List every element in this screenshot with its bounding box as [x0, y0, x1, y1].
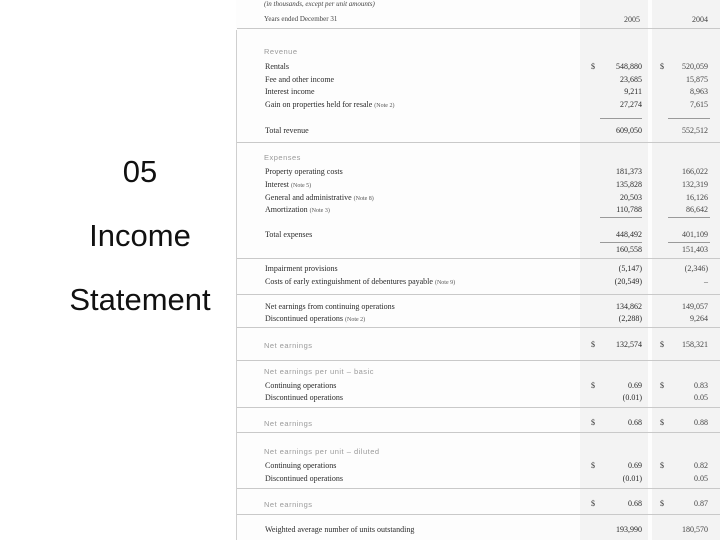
slide-number: 05 — [122, 154, 158, 189]
section-eps-basic: Net earnings per unit – basic — [264, 367, 374, 376]
value-2005: (0.01) — [622, 393, 642, 402]
value-2005: 20,503 — [620, 193, 642, 202]
row-label-interest-text: Interest — [265, 180, 289, 189]
currency-symbol: $ — [591, 381, 595, 390]
value-2005: 23,685 — [620, 75, 642, 84]
row-label-diluted-continuing: Continuing operations — [265, 461, 337, 470]
divider — [237, 327, 720, 328]
value-2004: 0.83 — [694, 381, 708, 390]
row-label-net-disc-text: Discontinued operations — [265, 314, 343, 323]
note-ref: (Note 2) — [374, 103, 395, 109]
value-2005: 132,574 — [616, 340, 642, 349]
divider — [237, 407, 720, 408]
section-net-earnings-diluted: Net earnings — [264, 500, 313, 509]
value-2004: 16,126 — [686, 193, 708, 202]
note-ref: (Note 8) — [353, 196, 374, 202]
value-2004: 132,319 — [682, 180, 708, 189]
currency-symbol: $ — [660, 340, 664, 349]
currency-symbol: $ — [591, 461, 595, 470]
value-2004: 0.88 — [694, 418, 708, 427]
value-2004: 0.05 — [694, 393, 708, 402]
divider — [237, 142, 720, 143]
row-label-total-revenue: Total revenue — [265, 126, 309, 135]
currency-symbol: $ — [591, 62, 595, 71]
value-2005: (0.01) — [622, 474, 642, 483]
divider — [237, 514, 720, 515]
value-2004: 0.82 — [694, 461, 708, 470]
slide-title-line2: Statement — [69, 282, 211, 317]
value-2005: (5,147) — [618, 264, 642, 273]
value-2004: 520,059 — [682, 62, 708, 71]
note-ref: (Note 9) — [434, 280, 456, 286]
value-2004: – — [704, 277, 708, 286]
value-2004: 8,963 — [690, 87, 708, 96]
currency-symbol: $ — [660, 499, 664, 508]
value-2004: 0.87 — [694, 499, 708, 508]
slide-title-line1: Income — [89, 218, 191, 253]
row-label-interest — [265, 180, 311, 189]
value-2005: 548,880 — [616, 62, 642, 71]
value-2004: 15,875 — [686, 75, 708, 84]
value-2004: 401,109 — [682, 230, 708, 239]
section-expenses: Expenses — [264, 153, 301, 162]
row-label-gen-admin — [265, 193, 374, 202]
value-2005: 448,492 — [616, 230, 642, 239]
value-2005: 135,828 — [616, 180, 642, 189]
value-2004: 158,321 — [682, 340, 708, 349]
value-2005: 0.69 — [628, 381, 642, 390]
currency-symbol: $ — [591, 340, 595, 349]
value-2005: (20,549) — [614, 277, 642, 286]
value-2005: (2,288) — [618, 314, 642, 323]
currency-symbol: $ — [660, 381, 664, 390]
note-ref: (Note 5) — [291, 183, 312, 189]
row-label-gain — [265, 100, 394, 109]
value-2005: 0.68 — [628, 499, 642, 508]
currency-symbol: $ — [591, 418, 595, 427]
value-2004: 166,022 — [682, 167, 708, 176]
sum-underline — [600, 242, 642, 243]
row-label-gen-admin-text: General and administrative — [265, 193, 352, 202]
divider — [237, 360, 720, 361]
row-label-weighted-average: Weighted average number of units outstanding — [265, 525, 415, 534]
year-2005-header: 2005 — [624, 15, 640, 24]
row-label-net-continuing: Net earnings from continuing operations — [265, 302, 395, 311]
row-label-gain-text: Gain on properties held for resale — [265, 100, 373, 109]
value-2005: 193,990 — [616, 525, 642, 534]
row-label-diluted-discontinued: Discontinued operations — [265, 474, 343, 483]
row-label-fee: Fee and other income — [265, 75, 335, 84]
value-2005: 134,862 — [616, 302, 642, 311]
row-label-early-ext-text: Costs of early extinguishment of debentures payable — [265, 277, 433, 286]
value-2004: (2,346) — [684, 264, 708, 273]
value-2004: 0.05 — [694, 474, 708, 483]
row-label-interest-income: Interest income — [265, 87, 315, 96]
row-label-total-expenses: Total expenses — [265, 230, 313, 239]
divider — [237, 432, 720, 433]
value-2004: 552,512 — [682, 126, 708, 135]
section-eps-diluted: Net earnings per unit – diluted — [264, 447, 380, 456]
note-ref: (Note 2) — [344, 317, 366, 323]
row-label-amortization-text: Amortization — [265, 205, 308, 214]
row-label-impairment: Impairment provisions — [265, 264, 338, 273]
value-2004: 86,642 — [686, 205, 708, 214]
value-2004: 7,615 — [690, 100, 708, 109]
sum-underline — [668, 242, 710, 243]
currency-symbol: $ — [660, 461, 664, 470]
divider — [237, 294, 720, 295]
row-label-rentals: Rentals — [265, 62, 289, 71]
sum-underline — [600, 118, 642, 119]
subtotal-2005: 160,558 — [616, 245, 642, 254]
currency-symbol: $ — [591, 499, 595, 508]
note-ref: (Note 3) — [309, 208, 330, 214]
currency-symbol: $ — [660, 418, 664, 427]
document-edge — [236, 30, 237, 540]
value-2005: 0.68 — [628, 418, 642, 427]
value-2005: 0.69 — [628, 461, 642, 470]
row-label-net-discontinued — [265, 314, 365, 323]
value-2005: 9,211 — [624, 87, 642, 96]
row-label-amortization — [265, 205, 330, 214]
units-note: (in thousands, except per unit amounts) — [264, 0, 375, 8]
year-label: Years ended December 31 — [264, 15, 338, 23]
divider — [237, 258, 720, 259]
value-2005: 609,050 — [616, 126, 642, 135]
sum-underline — [600, 217, 642, 218]
divider — [237, 28, 720, 29]
row-label-early-extinguishment — [265, 277, 455, 286]
value-2005: 110,788 — [616, 205, 642, 214]
value-2005: 27,274 — [620, 100, 642, 109]
sum-underline — [668, 118, 710, 119]
row-label-basic-continuing: Continuing operations — [265, 381, 337, 390]
subtotal-2004: 151,403 — [682, 245, 708, 254]
sum-underline — [668, 217, 710, 218]
row-label-property-costs: Property operating costs — [265, 167, 343, 176]
value-2004: 180,570 — [682, 525, 708, 534]
value-2004: 9,264 — [690, 314, 708, 323]
year-2004-header: 2004 — [692, 15, 708, 24]
currency-symbol: $ — [660, 62, 664, 71]
section-net-earnings-basic: Net earnings — [264, 419, 313, 428]
section-net-earnings: Net earnings — [264, 341, 313, 350]
row-label-basic-discontinued: Discontinued operations — [265, 393, 343, 402]
divider — [237, 488, 720, 489]
value-2004: 149,057 — [682, 302, 708, 311]
section-revenue: Revenue — [264, 47, 298, 56]
value-2005: 181,373 — [616, 167, 642, 176]
